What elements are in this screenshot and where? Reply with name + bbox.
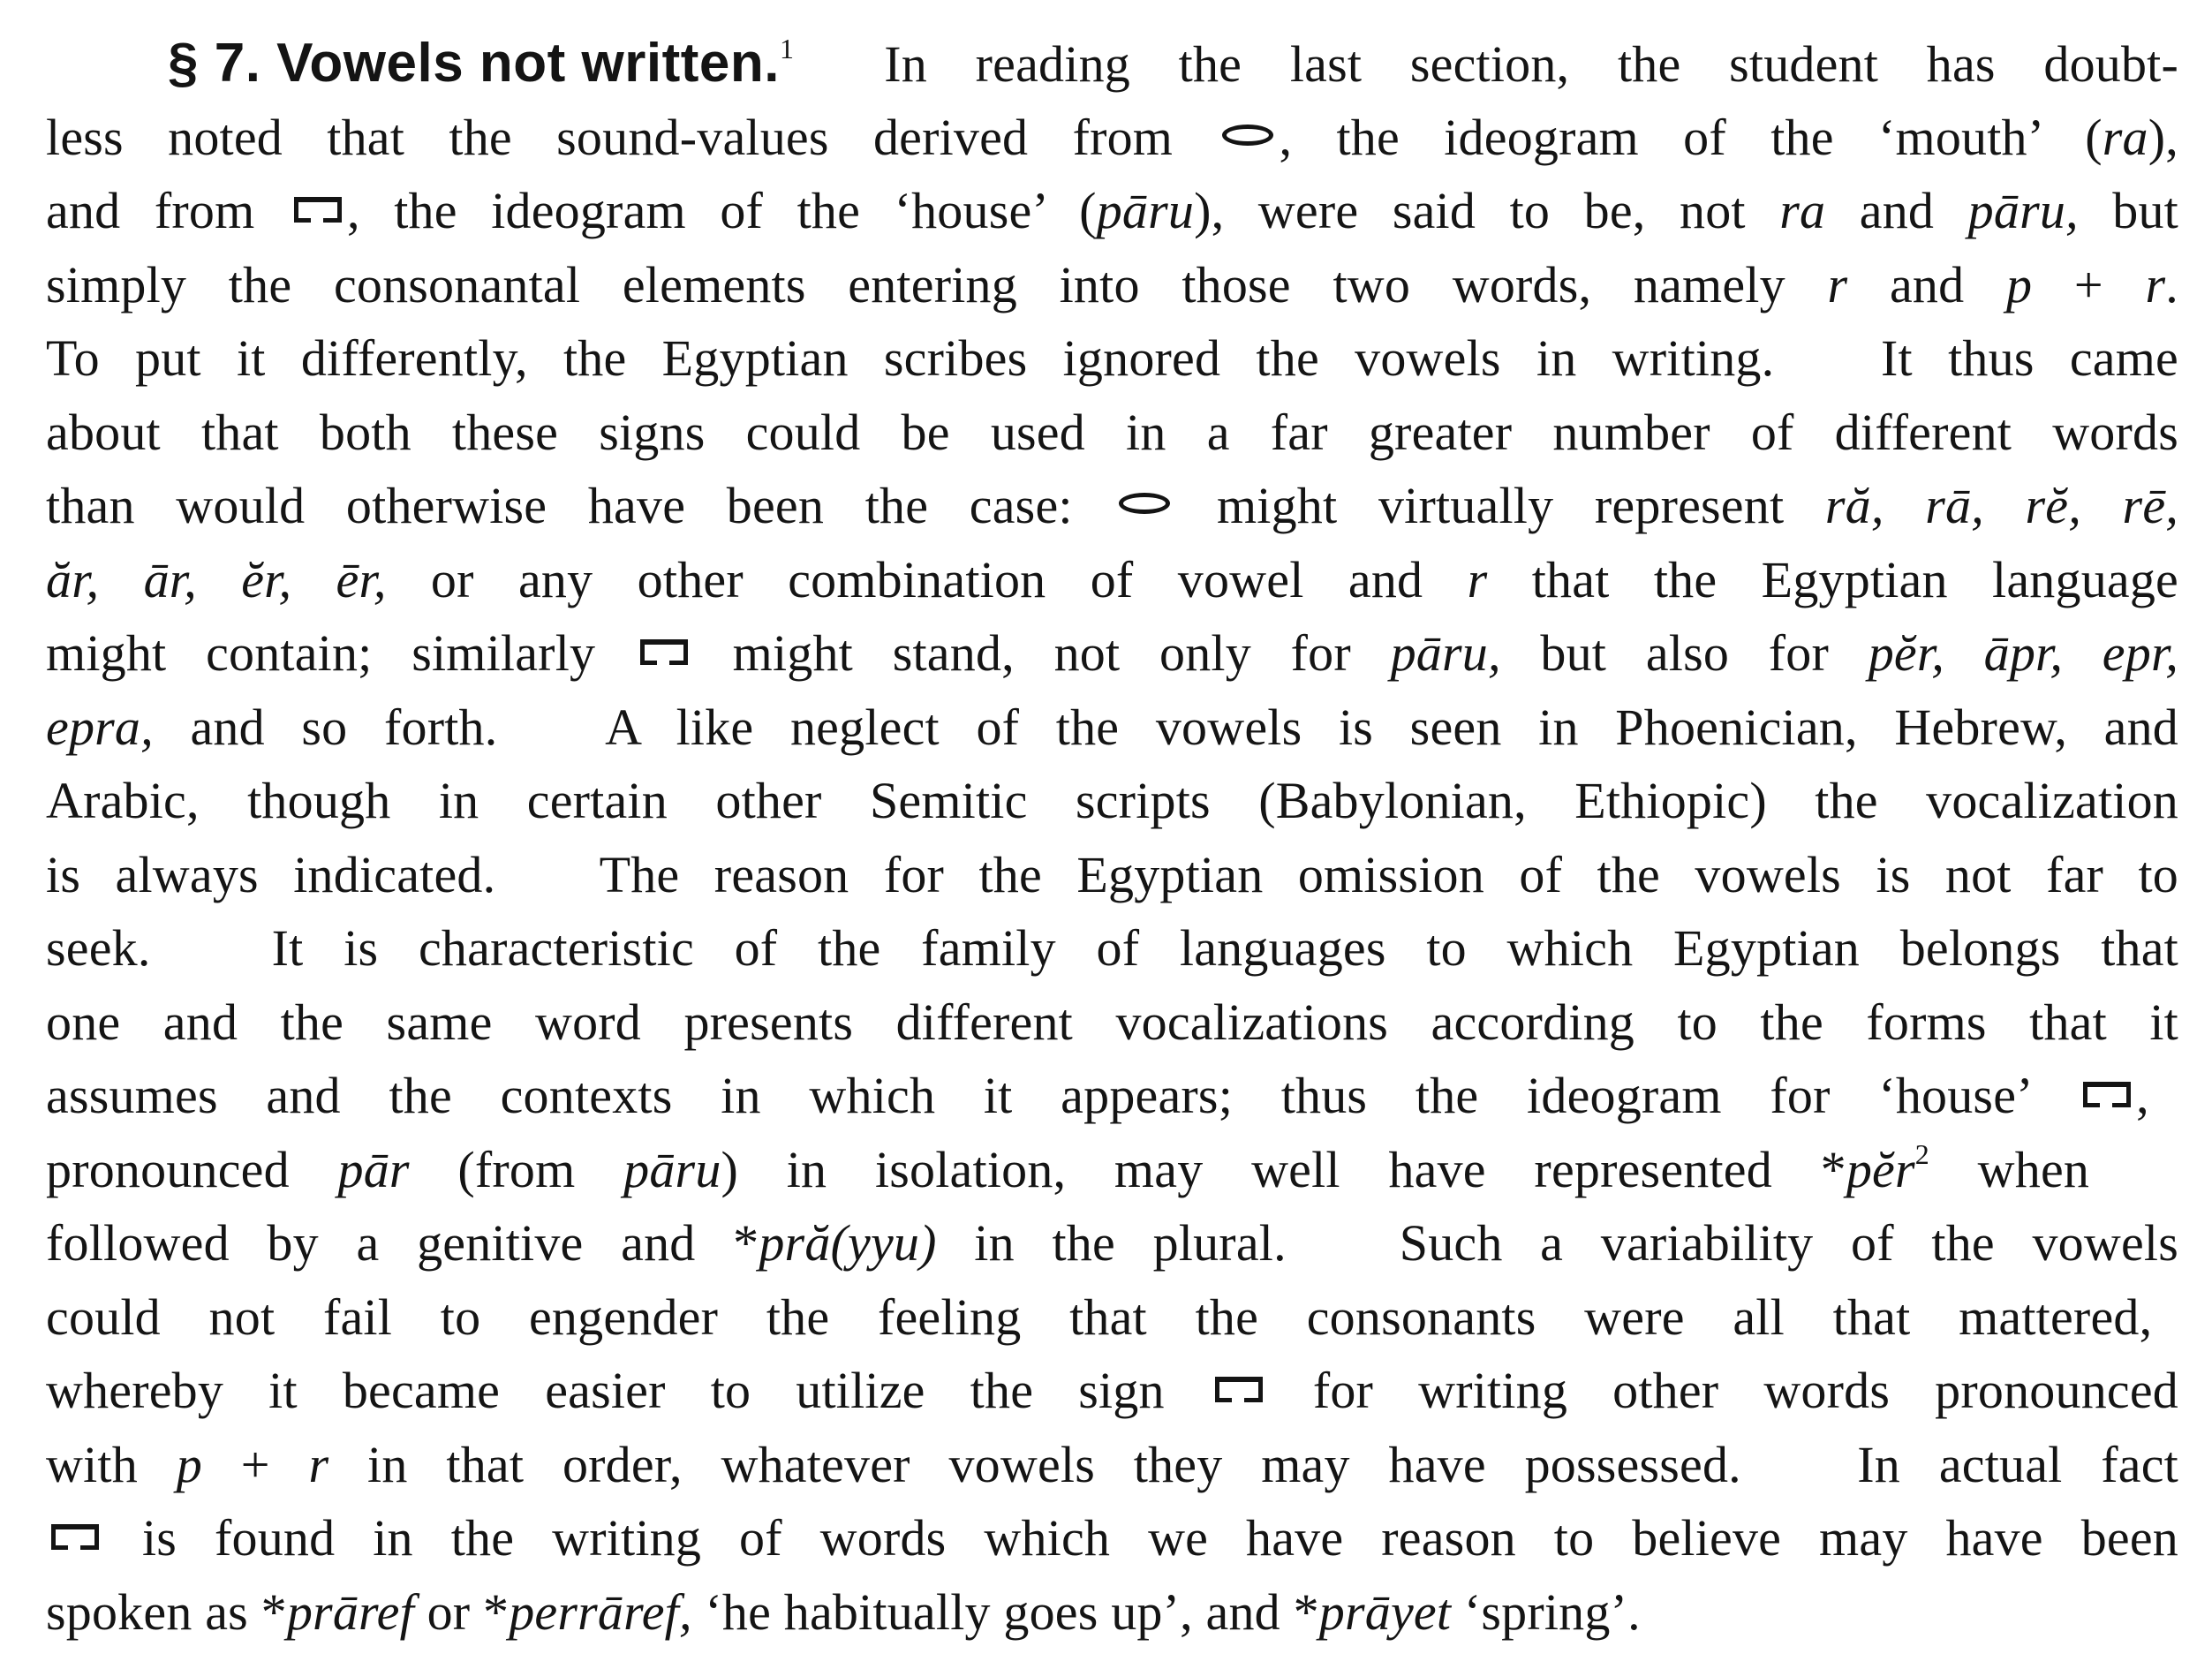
text-run: followed by a genitive and * <box>46 1214 759 1272</box>
paragraph-body <box>46 101 2178 1650</box>
text-run: Arabic, though in certain other Semitic scripts (Babylonian, Ethiopic) the vocalization <box>46 772 2178 829</box>
text-run: , <box>2136 1067 2149 1124</box>
line-text <box>46 101 2178 175</box>
text-run: In reading the last section, the student has doubt- <box>884 35 2178 93</box>
line-text <box>46 469 2178 543</box>
section-title: Vowels not written. <box>276 33 780 94</box>
line-text <box>46 1428 2178 1502</box>
transliteration: pāru <box>1096 182 1195 239</box>
text-line <box>46 838 2178 912</box>
text-line <box>46 1428 2178 1502</box>
text-run: in that order, whatever vowels they may have possessed. In actual fact <box>328 1435 2178 1493</box>
transliteration: r <box>1827 255 1848 313</box>
text-line <box>46 1206 2178 1280</box>
transliteration: pră(yyu) <box>759 1214 937 1272</box>
footnote-mark: 2 <box>1914 1137 1929 1170</box>
text-run: and from <box>46 182 289 239</box>
transliteration: pāru, <box>1390 624 1501 682</box>
text-run: one and the same word presents different vocalizations according to the forms that it <box>46 993 2178 1051</box>
text-line <box>46 26 2178 101</box>
text-run: when <box>1929 1140 2090 1198</box>
house-ideogram-icon <box>294 197 342 223</box>
line-text <box>46 616 2178 691</box>
line-text <box>46 396 2178 470</box>
footnote-mark: 1 <box>780 33 795 64</box>
line-text <box>46 911 2178 986</box>
line-text <box>884 27 2178 102</box>
line-text <box>46 1059 2149 1133</box>
text-run: but <box>2078 182 2178 239</box>
text-run: , the ideogram of the ‘house’ ( <box>346 182 1097 239</box>
text-line <box>46 174 2178 248</box>
line-text <box>46 1575 1641 1650</box>
text-run: or * <box>413 1582 510 1641</box>
transliteration: pār <box>337 1140 410 1198</box>
text-run: might contain; similarly <box>46 624 635 682</box>
text-run: for writing other words pronounced <box>1267 1362 2178 1419</box>
text-line <box>46 1059 2178 1133</box>
line-text <box>46 691 2178 765</box>
transliteration: ăr, ār, ĕr, ēr, <box>46 550 387 608</box>
text-line <box>46 101 2178 175</box>
mouth-ideogram-icon <box>1119 493 1170 514</box>
text-run: spoken as * <box>46 1582 287 1641</box>
text-run: and so forth. A like neglect of the vowels is seen in Phoenician, Hebrew, and <box>153 698 2178 756</box>
mouth-ideogram-icon <box>1222 125 1273 146</box>
line-text <box>46 543 2178 617</box>
text-line <box>46 1575 2178 1650</box>
line-text <box>46 174 2178 248</box>
text-run: in the plural. Such a variability of the vowels <box>936 1214 2178 1272</box>
transliteration: r <box>1467 550 1488 608</box>
text-run: with <box>46 1435 177 1493</box>
text-line <box>46 321 2178 396</box>
text-run: and <box>1847 255 2007 313</box>
text-line <box>46 616 2178 691</box>
text-run: about that both these signs could be used in a far greater number of different words <box>46 403 2178 461</box>
transliteration: ra <box>1779 182 1826 239</box>
text-run: whereby it became easier to utilize the sign <box>46 1362 1210 1419</box>
text-line <box>46 543 2178 617</box>
transliteration: prāref <box>286 1582 414 1641</box>
text-run: might stand, not only for <box>692 624 1391 682</box>
house-ideogram-icon <box>1215 1377 1263 1402</box>
text-run: To put it differently, the Egyptian scribes ignored the vowels in writing. It thus came <box>46 329 2178 387</box>
line-text <box>46 764 2178 838</box>
text-run: simply the consonantal elements entering into those two words, namely <box>46 255 1828 313</box>
text-line <box>46 248 2178 322</box>
transliteration: r <box>308 1435 329 1493</box>
text-run: might virtually represent <box>1175 477 1825 534</box>
text-line <box>46 1354 2178 1428</box>
line-text <box>46 1133 2089 1207</box>
text-line <box>46 911 2178 986</box>
text-line <box>46 986 2178 1060</box>
transliteration: pāru, <box>1967 182 2079 239</box>
text-run: ) in isolation, may well have represented * <box>721 1140 1846 1198</box>
text-line <box>46 396 2178 470</box>
text-run: . <box>2165 255 2178 313</box>
text-run: less noted that the sound-values derived from <box>46 108 1218 166</box>
transliteration: pāru <box>623 1140 721 1198</box>
text-run: pronounced <box>46 1140 338 1198</box>
text-line <box>46 764 2178 838</box>
line-text <box>46 248 2178 322</box>
text-line <box>46 691 2178 765</box>
transliteration: p <box>176 1435 202 1493</box>
transliteration: r <box>2145 255 2166 313</box>
text-run: ‘spring’. <box>1451 1582 1641 1641</box>
line-text <box>46 1501 2178 1575</box>
text-line <box>46 469 2178 543</box>
text-line <box>46 1501 2178 1575</box>
transliteration: pĕr <box>1846 1140 1915 1198</box>
text-run: + <box>2032 255 2146 313</box>
text-run: , the ideogram of the ‘mouth’ ( <box>1279 108 2103 166</box>
text-run: that the Egyptian language <box>1487 550 2178 608</box>
text-run: or any other combination of vowel and <box>386 550 1468 608</box>
text-run: ‘he habitually goes up’, and * <box>691 1582 1319 1641</box>
line-text <box>46 986 2178 1060</box>
text-run: could not fail to engender the feeling that the consonants were all that mattered, <box>46 1288 2153 1346</box>
line-text <box>46 1206 2178 1280</box>
transliteration: pĕr, āpr, epr, <box>1868 624 2178 682</box>
text-line <box>46 1133 2178 1207</box>
transliteration: ră, rā, rĕ, rē, <box>1824 477 2178 534</box>
transliteration: p <box>2006 255 2033 313</box>
line-text <box>46 1280 2152 1355</box>
text-run: and <box>1825 182 1968 239</box>
text-run: is found in the writing of words which we have reason to believe may have been <box>104 1509 2178 1567</box>
text-run: but also for <box>1500 624 1868 682</box>
transliteration: prāyet <box>1318 1582 1452 1641</box>
text-run: ), <box>2148 108 2178 166</box>
text-run: seek. It is characteristic of the family of languages to which Egyptian belongs that <box>46 919 2178 977</box>
text-run: ), were said to be, not <box>1194 182 1780 239</box>
line-text <box>46 1354 2178 1428</box>
line-text <box>46 838 2178 912</box>
text-run: + <box>201 1435 309 1493</box>
line-text <box>46 321 2178 396</box>
text-run: (from <box>409 1140 624 1198</box>
document-page <box>46 26 2178 1649</box>
text-run: than would otherwise have been the case: <box>46 477 1114 534</box>
house-ideogram-icon <box>640 639 688 665</box>
transliteration: epra, <box>46 698 154 756</box>
text-run: is always indicated. The reason for the Egyptian omission of the vowels is not far to <box>46 845 2178 903</box>
section-number: § 7. <box>168 33 261 94</box>
text-line <box>46 1280 2178 1355</box>
section-heading <box>168 26 795 101</box>
text-run: assumes and the contexts in which it appears; thus the ideogram for ‘house’ <box>46 1067 2079 1124</box>
house-ideogram-icon <box>2083 1082 2131 1107</box>
transliteration: perrāref, <box>509 1582 692 1641</box>
house-ideogram-icon <box>51 1524 99 1550</box>
transliteration: ra <box>2102 108 2148 166</box>
